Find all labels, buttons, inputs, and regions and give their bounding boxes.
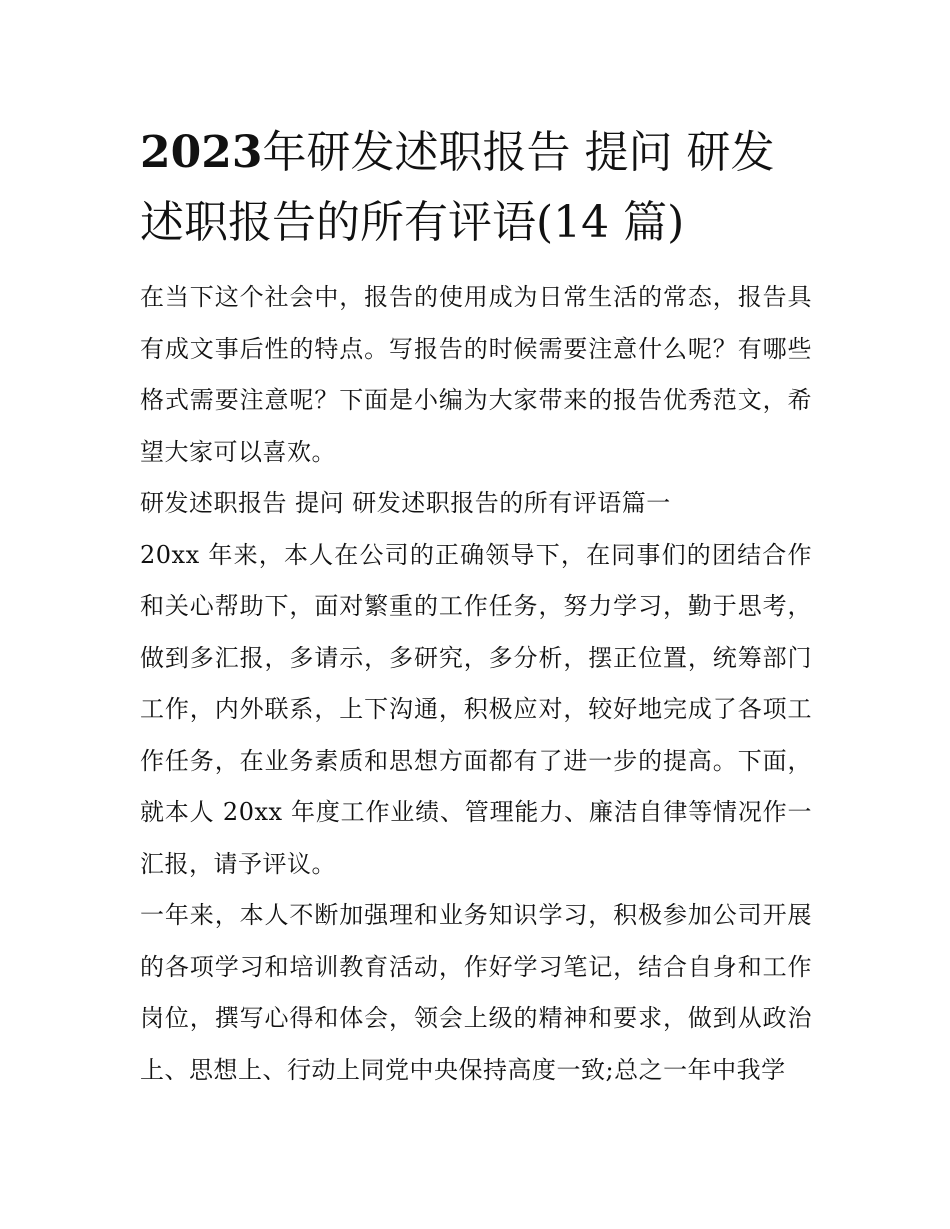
- section-heading: 研发述职报告 提问 研发述职报告的所有评语篇一: [140, 489, 671, 517]
- body-paragraph-2: 一年来，本人不断加强理和业务知识学习，积极参加公司开展的各项学习和培训教育活动，作好学习笔记，结合自身和工作岗位，撰写心得和体会，领会上级的精神和要求，做到从政治上、思想上、行动上同党中央保持高度一致;总之一年中我学: [140, 901, 812, 1084]
- document-body: [140, 118, 812, 1096]
- title-text: 年研发述职报告 提问 研发述职报告的所有评语(14 篇): [140, 127, 775, 248]
- title-year: 2023: [140, 127, 263, 178]
- body-paragraph-1: 20xx 年来，本人在公司的正确领导下，在同事们的团结合作和关心帮助下，面对繁重的工作任务，努力学习，勤于思考，做到多汇报，多请示，多研究，多分析，摆正位置，统筹部门工作，内外联系，上下沟通，积极应对，较好地完成了各项工作任务，在业务素质和思想方面都有了进一步的提高。下面，就本人 20xx 年度工作业绩、管理能力、廉洁自律等情况作一汇报，请予评议。: [140, 540, 812, 878]
- intro-paragraph: 在当下这个社会中，报告的使用成为日常生活的常态，报告具有成文事后性的特点。写报告的时候需要注意什么呢？有哪些格式需要注意呢？下面是小编为大家带来的报告优秀范文，希望大家可以喜欢。: [140, 283, 812, 466]
- document-title: [140, 118, 812, 258]
